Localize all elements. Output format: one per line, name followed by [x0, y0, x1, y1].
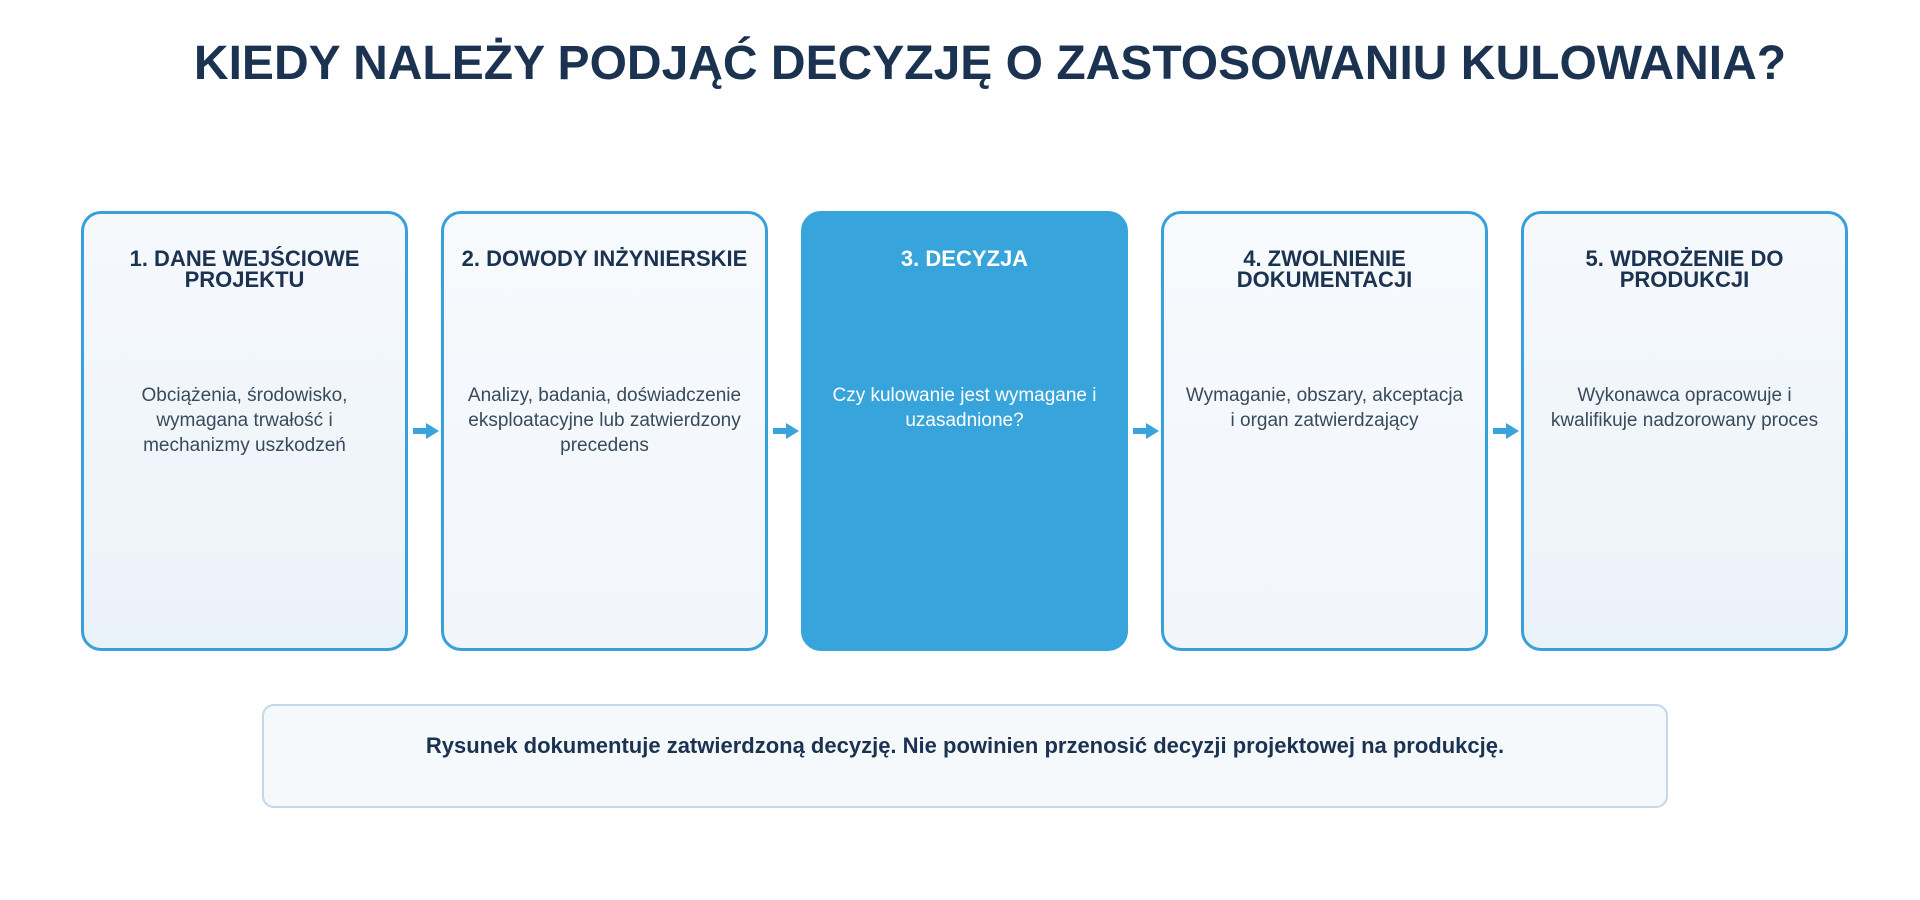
- page-title: KIEDY NALEŻY PODJĄĆ DECYZJĘ O ZASTOSOWANIU KULOWANIA?: [193, 37, 1787, 90]
- step-3-box: [801, 211, 1128, 651]
- step-4-box: [1161, 211, 1488, 651]
- step-5-box: [1521, 211, 1848, 651]
- step-1-description: Obciążenia, środowisko, wymagana trwałość i mechanizmy uszkodzeń: [141, 385, 348, 456]
- step-5-title: 5. WDROŻENIE DO PRODUKCJI: [1585, 246, 1784, 292]
- arrow-icon: [1493, 423, 1519, 439]
- arrow-icon: [773, 423, 799, 439]
- process-flow: [81, 211, 1851, 651]
- summary-note-text: Rysunek dokumentuje zatwierdzoną decyzję. Nie powinien przenosić decyzji projektowej na produkcję.: [425, 733, 1505, 758]
- step-3-title: 3. DECYZJA: [900, 246, 1029, 271]
- step-5-description: Wykonawca opracowuje i kwalifikuje nadzorowany proces: [1550, 385, 1819, 431]
- step-2-description: Analizy, badania, doświadczenie eksploatacyjne lub zatwierdzony precedens: [467, 385, 742, 456]
- step-4-description: Wymaganie, obszary, akceptacja i organ zatwierdzający: [1185, 385, 1464, 431]
- step-2-box: [441, 211, 768, 651]
- step-3-description: Czy kulowanie jest wymagane i uzasadnione?: [832, 385, 1097, 431]
- step-4-title: 4. ZWOLNIENIE DOKUMENTACJI: [1236, 246, 1413, 292]
- step-1-title: 1. DANE WEJŚCIOWE PROJEKTU: [129, 246, 360, 292]
- summary-note-box: [262, 704, 1668, 808]
- step-2-title: 2. DOWODY INŻYNIERSKIE: [461, 246, 748, 271]
- arrow-icon: [1133, 423, 1159, 439]
- step-1-box: [81, 211, 408, 651]
- arrow-icon: [413, 423, 439, 439]
